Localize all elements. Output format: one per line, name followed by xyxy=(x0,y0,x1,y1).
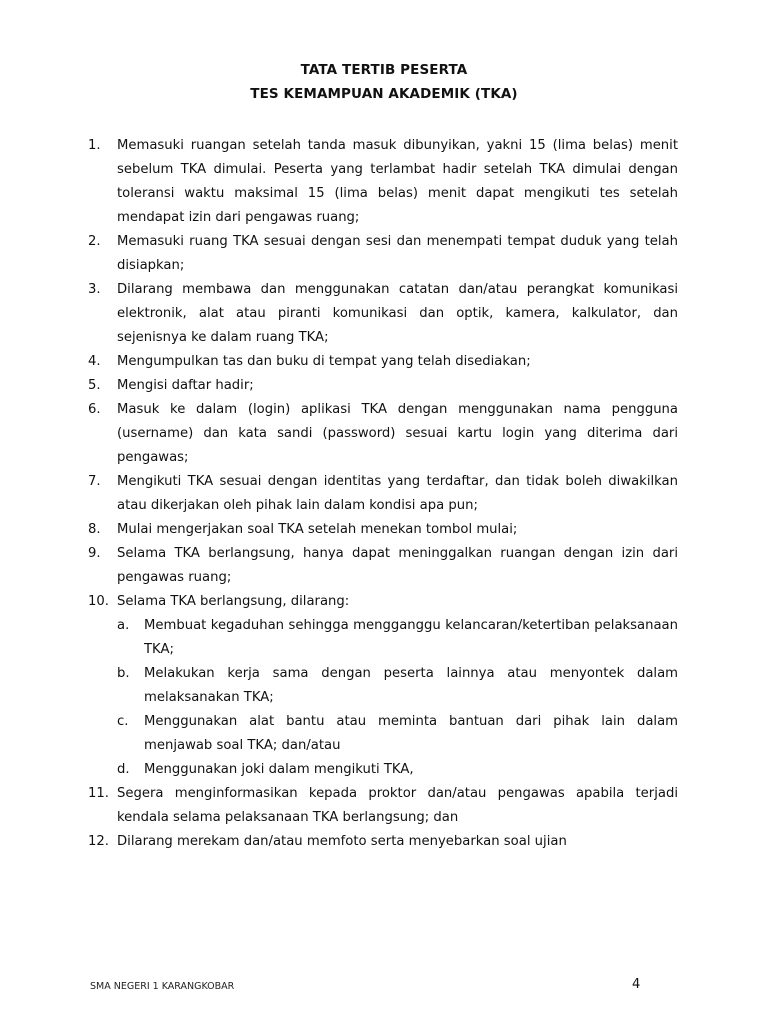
item-number: 1. xyxy=(88,138,101,153)
list-item xyxy=(88,374,678,398)
item-text: Memasuki ruang TKA sesuai dengan sesi dan menempati tempat duduk yang telah disiapkan; xyxy=(117,234,678,273)
item-text: Mengikuti TKA sesuai dengan identitas yang terdaftar, dan tidak boleh diwakilkan atau dikerjakan oleh pihak lain dalam kondisi apa pun; xyxy=(117,474,678,513)
footer-school-name: SMA NEGERI 1 KARANGKOBAR xyxy=(90,981,235,992)
document-title: TATA TERTIB PESERTA xyxy=(300,62,468,78)
item-number: 10. xyxy=(88,594,109,609)
item-number: 5. xyxy=(88,378,101,393)
list-item xyxy=(88,542,678,590)
list-item xyxy=(88,350,678,374)
sub-list-item xyxy=(117,614,678,662)
page-number: 4 xyxy=(632,977,641,992)
sub-item-text: Menggunakan alat bantu atau meminta bantuan dari pihak lain dalam menjawab soal TKA; dan/atau xyxy=(144,714,678,753)
list-item xyxy=(88,470,678,518)
item-text: Masuk ke dalam (login) aplikasi TKA dengan menggunakan nama pengguna (username) dan kata sandi (password) sesuai kartu login yang diterima dari pengawas; xyxy=(117,402,678,465)
item-number: 6. xyxy=(88,402,101,417)
item-text: Dilarang merekam dan/atau memfoto serta menyebarkan soal ujian xyxy=(117,834,567,849)
item-number: 3. xyxy=(88,282,101,297)
item-number: 9. xyxy=(88,546,101,561)
list-item xyxy=(88,398,678,470)
item-text: Selama TKA berlangsung, hanya dapat meninggalkan ruangan dengan izin dari pengawas ruang; xyxy=(117,546,678,585)
item-text: Mulai mengerjakan soal TKA setelah menekan tombol mulai; xyxy=(117,522,518,537)
sub-list xyxy=(117,614,678,782)
item-text: Mengisi daftar hadir; xyxy=(117,378,254,393)
list-item xyxy=(88,278,678,350)
sub-item-letter: c. xyxy=(117,714,129,729)
item-number: 4. xyxy=(88,354,101,369)
item-number: 11. xyxy=(88,786,109,801)
sub-item-letter: d. xyxy=(117,762,130,777)
sub-item-text: Membuat kegaduhan sehingga mengganggu kelancaran/ketertiban pelaksanaan TKA; xyxy=(144,618,678,657)
item-number: 12. xyxy=(88,834,109,849)
item-text: Selama TKA berlangsung, dilarang: xyxy=(117,594,350,609)
item-number: 7. xyxy=(88,474,101,489)
list-item xyxy=(88,230,678,278)
sub-item-letter: a. xyxy=(117,618,130,633)
sub-list-item xyxy=(117,662,678,710)
list-item xyxy=(88,830,678,854)
item-text: Dilarang membawa dan menggunakan catatan dan/atau perangkat komunikasi elektronik, alat atau piranti komunikasi dan optik, kamera, kalkulator, dan sejenisnya ke dalam ruang TKA; xyxy=(117,282,678,345)
item-text: Segera menginformasikan kepada proktor dan/atau pengawas apabila terjadi kendala selama pelaksanaan TKA berlangsung; dan xyxy=(117,786,678,825)
list-item xyxy=(88,590,678,782)
item-number: 2. xyxy=(88,234,101,249)
item-text: Mengumpulkan tas dan buku di tempat yang telah disediakan; xyxy=(117,354,531,369)
sub-item-text: Menggunakan joki dalam mengikuti TKA, xyxy=(144,762,414,777)
rules-list xyxy=(88,134,678,854)
sub-list-item xyxy=(117,710,678,758)
sub-item-letter: b. xyxy=(117,666,130,681)
item-text: Memasuki ruangan setelah tanda masuk dibunyikan, yakni 15 (lima belas) menit sebelum TKA dimulai. Peserta yang terlambat hadir setelah TKA dimulai dengan toleransi waktu maksimal 15 (lima belas) menit dapat mengikuti tes setelah mendapat izin dari pengawas ruang; xyxy=(117,138,678,225)
list-item xyxy=(88,134,678,230)
document-subtitle: TES KEMAMPUAN AKADEMIK (TKA) xyxy=(250,86,518,102)
list-item xyxy=(88,518,678,542)
sub-item-text: Melakukan kerja sama dengan peserta lainnya atau menyontek dalam melaksanakan TKA; xyxy=(144,666,678,705)
list-item xyxy=(88,782,678,830)
sub-list-item xyxy=(117,758,678,782)
item-number: 8. xyxy=(88,522,101,537)
